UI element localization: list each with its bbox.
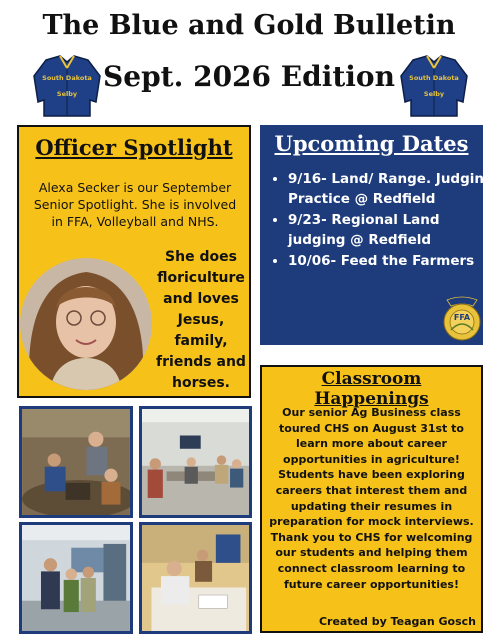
classroom-body: Our senior Ag Business class toured CHS on August 31st to learn more about career opportunities in agriculture! Students have been exploring careers that interest them and updating their resumes in preparation for mock interviews. Thank you to CHS for welcoming our students and helping them connect classroom learning to future career opportunities! xyxy=(269,406,474,591)
date-item: • 9/23- Regional Land judging @ Redfield xyxy=(288,210,498,250)
date-item: • 9/16- Land/ Range. Judging Practice @ Redfield xyxy=(288,169,498,209)
ffa-emblem-text: FFA xyxy=(453,313,471,322)
spotlight-intro: Alexa Secker is our September Senior Spotlight. She is involved in FFA, Volleyball and NHS. xyxy=(33,180,237,229)
student-portrait-photo xyxy=(20,258,152,390)
photo-hallway xyxy=(19,522,133,634)
classroom-happenings-panel xyxy=(260,365,483,633)
dates-heading: Upcoming Dates xyxy=(274,131,469,156)
dates-list xyxy=(270,169,498,272)
ffa-jacket-right-icon xyxy=(397,54,471,120)
photo-chs-tour xyxy=(139,406,252,518)
photo-classroom-desk xyxy=(139,522,252,634)
spotlight-heading: Officer Spotlight xyxy=(35,135,233,160)
classroom-heading: Classroom Happenings xyxy=(314,369,429,409)
photo-land-judging xyxy=(19,406,133,518)
jacket-right-top-text: South Dakota xyxy=(409,74,459,82)
date-item: • 10/06- Feed the Farmers xyxy=(288,251,498,271)
jacket-left-top-text: South Dakota xyxy=(42,74,92,82)
edition-subtitle: Sept. 2026 Edition xyxy=(103,60,395,93)
jacket-right-bottom-text: Selby xyxy=(423,90,445,98)
spotlight-detail: She does floriculture and loves Jesus, family, friends and horses. xyxy=(156,249,246,391)
ffa-jacket-left-icon xyxy=(30,54,104,120)
credit-line: Created by Teagan Gosch xyxy=(318,615,476,628)
jacket-left-bottom-text: Selby xyxy=(56,90,78,98)
ffa-emblem-icon xyxy=(437,294,487,344)
page-title: The Blue and Gold Bulletin xyxy=(42,10,456,41)
